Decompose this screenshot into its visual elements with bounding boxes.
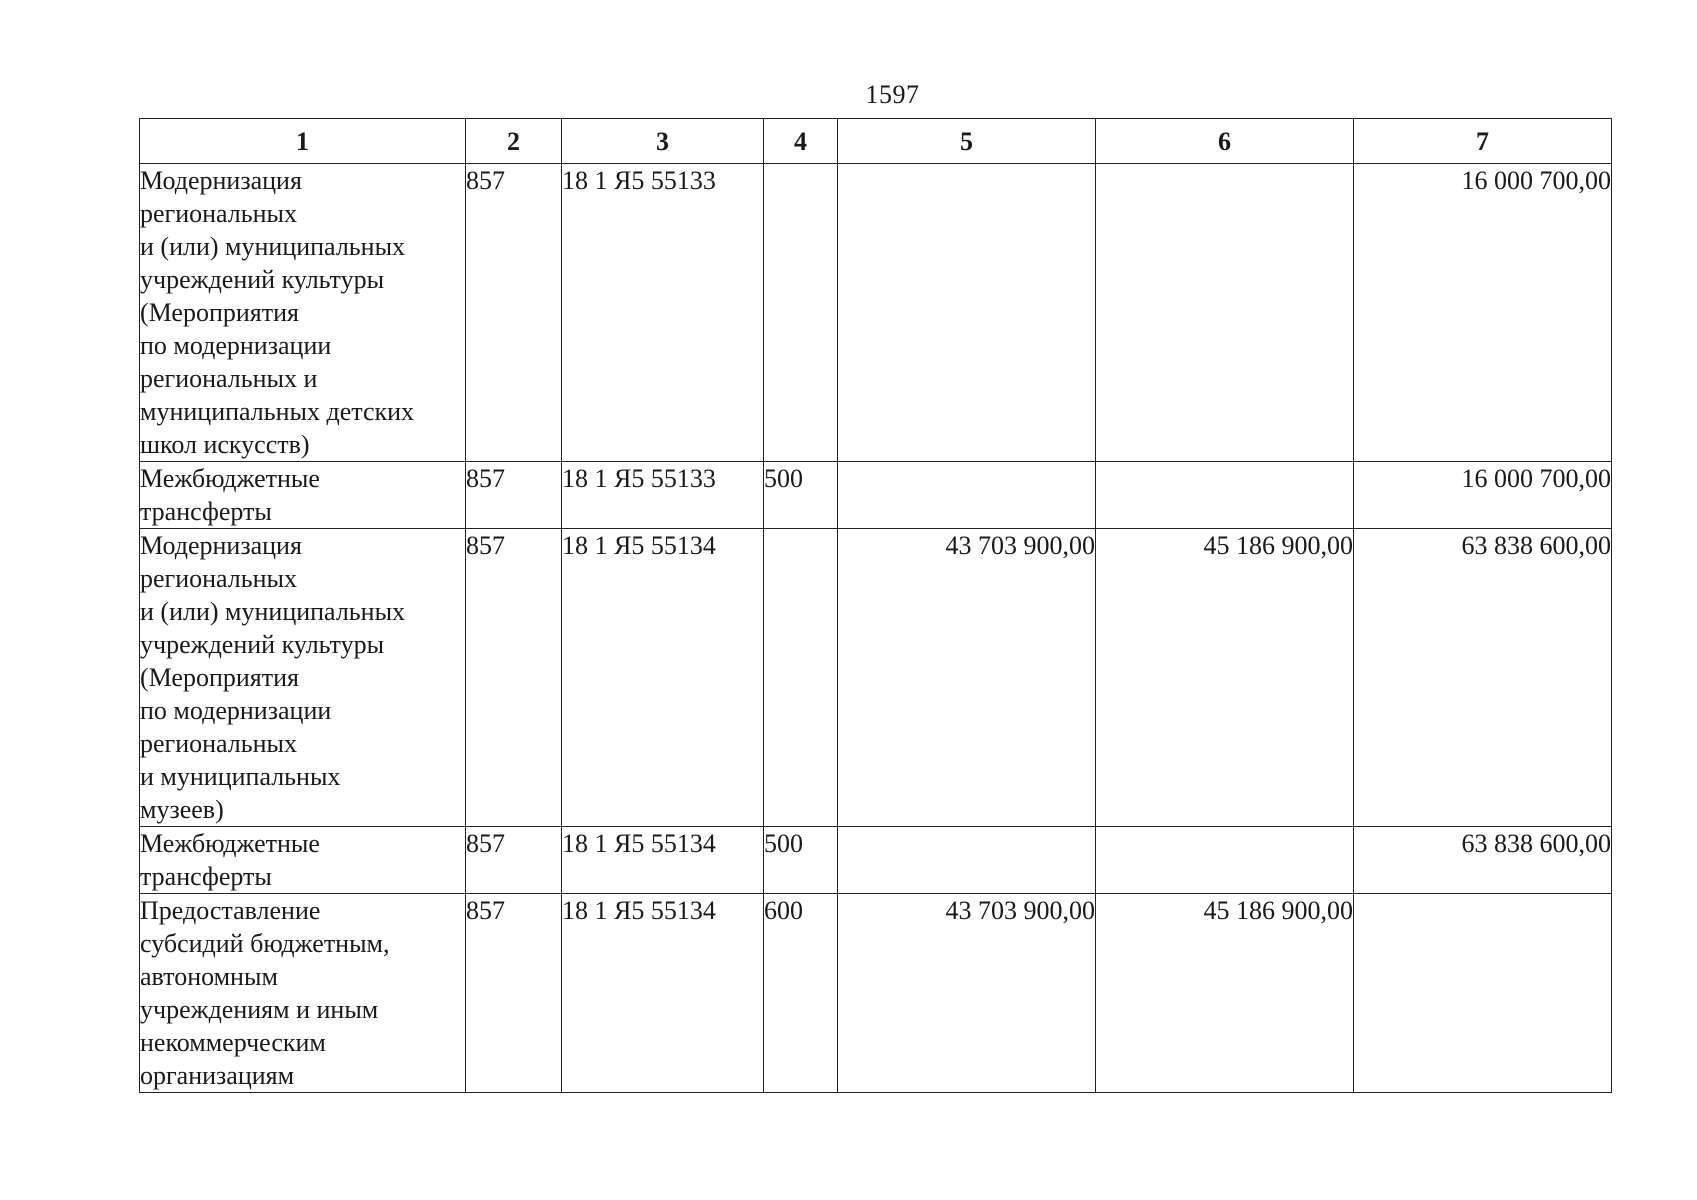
item-name-line: учреждений культуры [140,630,385,659]
item-name-line: учреждений культуры [140,265,385,294]
table-row [140,894,1612,1093]
ministry-code-cell: 857 [466,164,562,462]
item-name-line: и (или) муниципальных [140,232,406,261]
item-name-line: региональных [140,729,298,758]
table-row [140,462,1612,529]
ministry-code-cell: 857 [466,529,562,827]
column-header: 1 [140,119,466,164]
item-name-cell [140,529,466,827]
column-header: 5 [838,119,1096,164]
item-name-line: региональных [140,564,298,593]
amount-col6-cell: 45 186 900,00 [1096,894,1354,1093]
header-row [140,119,1612,164]
ministry-code-cell: 857 [466,894,562,1093]
amount-col6-cell [1096,164,1354,462]
column-header: 7 [1354,119,1612,164]
expense-type-cell: 500 [764,827,838,894]
amount-col7-cell: 16 000 700,00 [1354,462,1612,529]
page-number: 1597 [865,80,920,109]
amount-col6-cell: 45 186 900,00 [1096,529,1354,827]
amount-col7-cell [1354,894,1612,1093]
expense-type-cell [764,529,838,827]
item-name-line: автономным [140,962,278,991]
item-name-line: музеев) [140,795,224,824]
item-name-line: и (или) муниципальных [140,597,406,626]
item-name-line: некоммерческим [140,1028,326,1057]
item-name-line: Модернизация [140,166,302,195]
amount-col5-cell: 43 703 900,00 [838,894,1096,1093]
amount-col5-cell [838,462,1096,529]
table-row [140,529,1612,827]
target-article-cell: 18 1 Я5 55133 [562,164,764,462]
amount-col5-cell [838,827,1096,894]
table-row [140,164,1612,462]
target-article-cell: 18 1 Я5 55134 [562,894,764,1093]
expense-type-cell: 600 [764,894,838,1093]
item-name-line: Предоставление [140,896,321,925]
item-name-line: (Мероприятия [140,663,299,692]
item-name-cell [140,827,466,894]
item-name-cell [140,164,466,462]
expense-type-cell: 500 [764,462,838,529]
expense-type-cell [764,164,838,462]
item-name-cell [140,894,466,1093]
ministry-code-cell: 857 [466,462,562,529]
item-name-line: трансферты [140,862,272,891]
amount-col7-cell: 63 838 600,00 [1354,529,1612,827]
target-article-cell: 18 1 Я5 55134 [562,827,764,894]
item-name-line: и муниципальных [140,762,341,791]
ministry-code-cell: 857 [466,827,562,894]
item-name-line: региональных и [140,364,318,393]
item-name-line: Межбюджетные [140,829,320,858]
amount-col7-cell: 16 000 700,00 [1354,164,1612,462]
amount-col7-cell: 63 838 600,00 [1354,827,1612,894]
amount-col5-cell: 43 703 900,00 [838,529,1096,827]
item-name-line: организациям [140,1061,295,1090]
item-name-line: (Мероприятия [140,298,299,327]
column-header: 3 [562,119,764,164]
item-name-line: Модернизация [140,531,302,560]
target-article-cell: 18 1 Я5 55134 [562,529,764,827]
target-article-cell: 18 1 Я5 55133 [562,462,764,529]
item-name-cell [140,462,466,529]
column-header: 2 [466,119,562,164]
amount-col6-cell [1096,462,1354,529]
item-name-line: по модернизации [140,696,332,725]
item-name-line: Межбюджетные [140,464,320,493]
item-name-line: учреждениям и иным [140,995,379,1024]
amount-col5-cell [838,164,1096,462]
item-name-line: муниципальных детских [140,397,415,426]
item-name-line: региональных [140,199,298,228]
column-header: 4 [764,119,838,164]
amount-col6-cell [1096,827,1354,894]
item-name-line: школ искусств) [140,430,310,459]
table-row [140,827,1612,894]
item-name-line: по модернизации [140,331,332,360]
item-name-line: субсидий бюджетным, [140,929,390,958]
budget-table [139,118,1612,1093]
item-name-line: трансферты [140,497,272,526]
column-header: 6 [1096,119,1354,164]
